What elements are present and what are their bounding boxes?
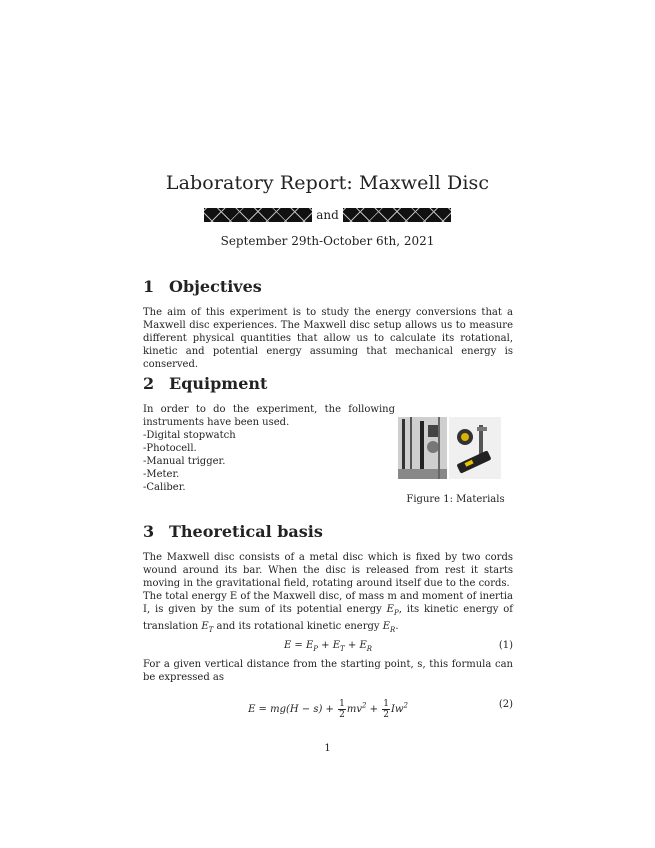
text-span: The total energy E of the Maxwell disc, of mass m and moment of inertia I, is given by the sum of its potential energy [143, 591, 513, 615]
report-title: Laboratory Report: Maxwell Disc [165, 172, 490, 194]
objectives-paragraph: The aim of this experiment is to study the energy conversions that a Maxwell disc experiences. The Maxwell disc setup allows us to measure different physical quantities that allow us to calculate its rotational, kinetic and potential energy assuming that mechanical energy is conserved. [143, 307, 513, 370]
equation-1-body: $E = E_P + E_T + E_R$ [283, 640, 373, 653]
equipment-intro: In order to do the experiment, the following instruments have been used. [143, 404, 395, 428]
math-symbol: E [382, 621, 391, 632]
section-number: 3 [143, 522, 155, 541]
tools-photo [449, 417, 501, 479]
equation-2 [143, 699, 513, 723]
equation-number: (2) [498, 699, 513, 710]
list-item: -Meter. [143, 469, 180, 480]
authors-connector: and [316, 208, 339, 222]
section-number: 2 [143, 374, 155, 393]
text-span: . [395, 621, 399, 632]
list-item: -Digital stopwatch [143, 430, 236, 441]
section-heading-objectives [143, 277, 262, 296]
report-date: September 29th-October 6th, 2021 [220, 234, 435, 248]
math-symbol: E [201, 621, 209, 632]
materials-figure [398, 417, 513, 479]
math-symbol: E [386, 604, 394, 615]
figure-caption: Figure 1: Materials [406, 494, 505, 505]
equation-2-body: E = mg(H − s) + $\frac{1}{2}$ $mv^2$ + $\frac{1}{2}$ Iw$^2$ [248, 699, 408, 720]
math-subscript: R [390, 626, 396, 634]
redacted-author-1 [204, 208, 312, 222]
math-subscript: P [393, 609, 399, 617]
list-item: -Caliber. [143, 482, 186, 493]
theory-paragraph-1: The Maxwell disc consists of a metal disc which is fixed by two cords wound around its bar. When the disc is released from rest it starts moving in the gravitational field, rotating around itself due to the cords. [143, 552, 513, 589]
text-span: and its rotational kinetic energy [213, 621, 383, 632]
theory-paragraph-2 [143, 590, 513, 637]
equipment-list [143, 403, 395, 494]
section-title: Theoretical basis [169, 522, 323, 541]
apparatus-photo [398, 417, 447, 479]
section-title: Equipment [169, 374, 268, 393]
section-number: 1 [143, 277, 155, 296]
section-title: Objectives [169, 277, 262, 296]
theory-paragraph-3: For a given vertical distance from the starting point, s, this formula can be expressed as [143, 659, 513, 683]
section-heading-equipment [143, 374, 267, 393]
list-item: -Manual trigger. [143, 456, 226, 467]
math-subscript: T [208, 626, 214, 634]
section-heading-theoretical-basis [143, 522, 323, 541]
page-number: 1 [324, 743, 331, 754]
redacted-author-2 [343, 208, 451, 222]
authors-line [0, 208, 655, 222]
text-span: , its kinetic energy of translation [143, 604, 513, 632]
list-item: -Photocell. [143, 443, 197, 454]
equation-number: (1) [498, 640, 513, 651]
